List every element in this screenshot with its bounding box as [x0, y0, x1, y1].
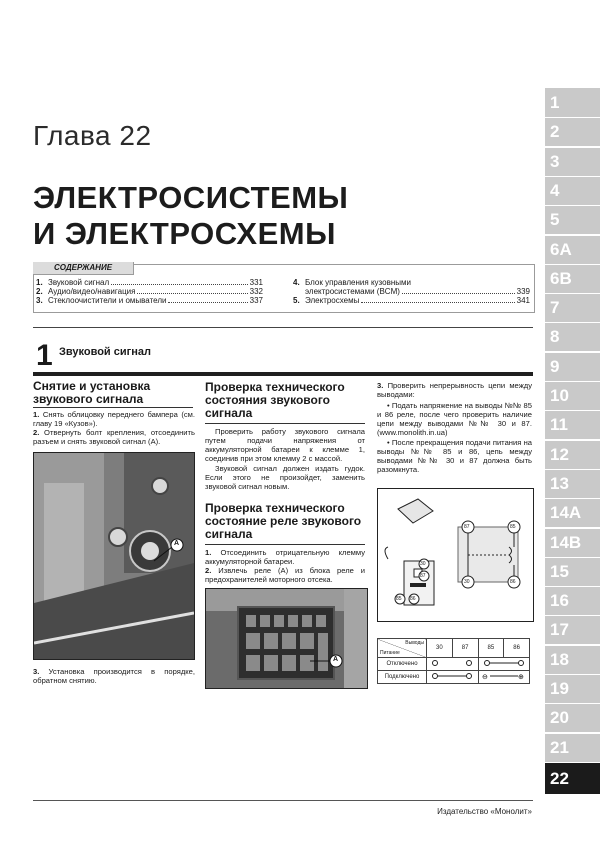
chapter-tab-14b[interactable]: 14B [545, 528, 600, 557]
step-text: Извлечь реле (А) из блока реле и предохранителей моторного отсека. [205, 566, 365, 584]
step-text: Проверить непрерывность цепи между выводами: [377, 381, 532, 399]
publisher-name: Издательство «Монолит» [437, 807, 532, 816]
section-bar [33, 372, 533, 376]
toc-num: 5. [293, 296, 300, 305]
toc-item-1[interactable] [36, 278, 263, 287]
col2-para1: Проверить работу звукового сигнала путем подачи напряжения от аккумуляторной батареи к клемме 1, соединив при этом клемму 2 с массой. [205, 427, 365, 463]
continuity-cell-85-86 [478, 658, 530, 671]
col1-step2 [33, 428, 195, 446]
chapter-tab-4[interactable]: 4 [545, 176, 600, 205]
toc-num: 1. [36, 278, 43, 287]
toc-leader [137, 287, 247, 294]
toc-item-3[interactable] [36, 296, 263, 305]
toc-num: 3. [36, 296, 43, 305]
step-number: 3. [33, 667, 40, 676]
contents-heading: СОДЕРЖАНИЕ [33, 262, 134, 275]
toc-page: 337 [249, 296, 263, 305]
toc-text: электросистемами (BCM) [305, 287, 400, 296]
relay-box-photo [205, 588, 368, 689]
table-row-label: Подключено [378, 671, 427, 684]
chapter-label: Глава 22 [33, 120, 152, 151]
pin-label: 85 [396, 596, 402, 602]
table-corner-cell [378, 639, 427, 658]
chapter-tab-6a[interactable]: 6A [545, 235, 600, 264]
relay-photo-art [206, 589, 367, 688]
col3-step3 [377, 381, 532, 399]
chapter-tab-9[interactable]: 9 [545, 352, 600, 381]
chapter-tab-20[interactable]: 20 [545, 703, 600, 732]
chapter-tab-6b[interactable]: 6B [545, 264, 600, 293]
col3-bullet2: • После прекращения подачи питания на выводы №№ 85 и 86, цепь между выводами №№ 30 и 87 должна быть разомкнута. [377, 438, 532, 474]
svg-text:⊖: ⊖ [481, 674, 488, 680]
toc-num: 4. [293, 278, 300, 287]
toc-text: Стеклоочистители и омыватели [48, 296, 167, 305]
step-number: 2. [205, 566, 212, 575]
toc-text: Электросхемы [305, 296, 360, 305]
table-row [378, 658, 530, 671]
toc-item-4a[interactable] [293, 278, 530, 287]
col2-heading1-rule [205, 423, 365, 424]
closed-circuit-symbol [429, 672, 475, 680]
toc-page: 332 [249, 287, 263, 296]
powered-coil-symbol [481, 672, 527, 680]
pin-label: 86 [410, 596, 416, 602]
section-top-rule [33, 327, 533, 328]
col2-step2 [205, 566, 365, 584]
col1-heading-rule [33, 407, 193, 408]
chapter-tab-10[interactable]: 10 [545, 381, 600, 410]
chapter-title-line2: И ЭЛЕКТРОСХЕМЫ [33, 216, 336, 251]
chapter-tab-5[interactable]: 5 [545, 205, 600, 234]
chapter-tab-14a[interactable]: 14A [545, 498, 600, 527]
horn-location-photo [33, 452, 195, 660]
toc-leader [402, 287, 515, 294]
toc-page: 331 [249, 278, 263, 287]
chapter-tab-12[interactable]: 12 [545, 440, 600, 469]
step-text: Отсоединить отрицательную клемму аккумуляторной батареи. [205, 548, 365, 566]
table-col-header: 30 [427, 639, 453, 658]
pin-label: 87 [464, 524, 470, 530]
photo-callout-a: A [333, 656, 339, 663]
continuity-cell-30-87 [427, 658, 479, 671]
chapter-tab-7[interactable]: 7 [545, 293, 600, 322]
toc-leader [168, 296, 247, 303]
svg-text:⊕: ⊕ [517, 674, 524, 680]
relay-pin-diagram [377, 488, 534, 622]
section-number: 1 [36, 339, 53, 372]
pin-label: 85 [510, 524, 516, 530]
step-number: 2. [33, 428, 40, 437]
toc-text: Звуковой сигнал [48, 278, 110, 287]
chapter-tab-17[interactable]: 17 [545, 615, 600, 644]
col2-step1 [205, 548, 365, 566]
continuity-cell-30-87 [427, 671, 479, 684]
section-title: Звуковой сигнал [59, 346, 151, 358]
chapter-title [33, 180, 348, 252]
chapter-tab-22[interactable]: 22 [545, 762, 600, 794]
col1-step3 [33, 667, 195, 685]
toc-item-2[interactable] [36, 287, 263, 296]
toc-text: Блок управления кузовными [305, 278, 411, 287]
col2-para2: Звуковой сигнал должен издать гудок. Если этого не произойдет, заменить звуковой сигнал новым. [205, 464, 365, 491]
toc-leader [361, 296, 514, 303]
chapter-tab-18[interactable]: 18 [545, 645, 600, 674]
corner-label-bottom: Питание [380, 650, 400, 656]
photo-callout-a: A [174, 540, 180, 547]
chapter-tab-11[interactable]: 11 [545, 410, 600, 439]
coil-circuit-symbol [481, 659, 527, 667]
toc-page: 341 [516, 296, 530, 305]
chapter-title-line1: ЭЛЕКТРОСИСТЕМЫ [33, 180, 349, 215]
table-col-header: 87 [452, 639, 478, 658]
chapter-tab-21[interactable]: 21 [545, 733, 600, 762]
chapter-tab-15[interactable]: 15 [545, 557, 600, 586]
chapter-tab-3[interactable]: 3 [545, 147, 600, 176]
col2-heading1: Проверка технического состояния звукового сигнала [205, 380, 345, 420]
table-col-header: 86 [504, 639, 530, 658]
col1-heading: Снятие и установка звукового сигнала [33, 379, 151, 406]
step-number: 1. [205, 548, 212, 557]
table-row [378, 671, 530, 684]
table-row-label: Отключено [378, 658, 427, 671]
chapter-tab-19[interactable]: 19 [545, 674, 600, 703]
toc-page: 339 [516, 287, 530, 296]
toc-text: Аудио/видео/навигация [48, 287, 136, 296]
open-circuit-symbol [429, 659, 475, 667]
chapter-tab-2[interactable]: 2 [545, 117, 600, 146]
col3-bullet1: • Подать напряжение на выводы №№ 85 и 86 реле, после чего проверить наличие цепи между выводами №№ 30 и 87. (www.monolith.in.ua) [377, 401, 532, 437]
chapter-tab-13[interactable]: 13 [545, 469, 600, 498]
footer-rule [33, 800, 533, 801]
pin-label: 87 [420, 573, 426, 579]
chapter-tab-16[interactable]: 16 [545, 586, 600, 615]
chapter-tab-8[interactable]: 8 [545, 322, 600, 351]
col2-heading2-rule [205, 544, 365, 545]
col2-heading2: Проверка технического состояние реле звукового сигнала [205, 501, 362, 541]
table-col-header: 85 [478, 639, 504, 658]
pin-continuity-table [377, 638, 530, 684]
toc-leader [111, 278, 247, 285]
toc-item-4b[interactable] [293, 287, 530, 296]
toc-num: 2. [36, 287, 43, 296]
pin-label: 30 [464, 579, 470, 585]
step-number: 3. [377, 381, 384, 390]
toc-item-5[interactable] [293, 296, 530, 305]
pin-label: 30 [420, 561, 426, 567]
step-text: Отвернуть болт крепления, отсоединить разъем и снять звуковой сигнал (А). [33, 428, 195, 446]
table-header-row [378, 639, 530, 658]
horn-photo-art [34, 453, 194, 659]
continuity-cell-85-86 [478, 671, 530, 684]
col1-step1 [33, 410, 195, 428]
chapter-tab-1[interactable]: 1 [545, 88, 600, 117]
step-text: Установка производится в порядке, обратном снятию. [33, 667, 195, 685]
step-number: 1. [33, 410, 40, 419]
pin-label: 86 [510, 579, 516, 585]
corner-label-top: Выводы [405, 640, 424, 646]
step-text: Снять облицовку переднего бампера (см. главу 19 «Кузов»). [33, 410, 195, 428]
